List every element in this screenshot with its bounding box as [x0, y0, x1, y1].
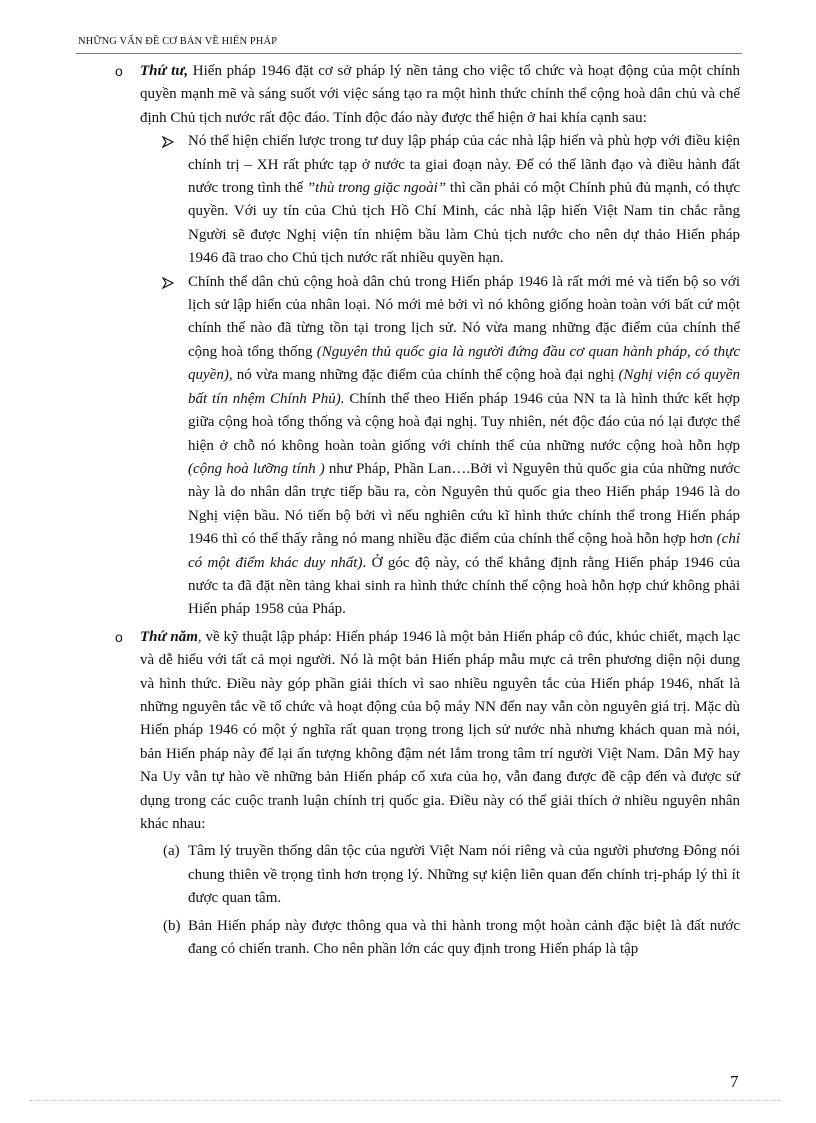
- paragraph-thu-tu: [115, 60, 740, 130]
- page-body: [0, 60, 816, 961]
- sub-point-text: . Ở góc độ này, có thể khẳng định rằng Hiến pháp 1946 của nước ta đã đặt nền tảng khai sinh ra hình thức chính thể cộng hoà hỗn hợp chứ không phải Hiến pháp 1958 của Pháp.: [188, 554, 741, 618]
- paragraph-text: , về kỹ thuật lập pháp: Hiến pháp 1946 là một bản Hiến pháp cô đúc, khúc chiết, mạch lạc và dễ hiểu với tất cả mọi người. Nó là một bản Hiến pháp mẫu mực cả trên phương diện nội dung và hình thức. Điều này góp phần giải thích vì sao nhiều nguyên tắc của Hiến pháp 1946, nhất là những nguyên tắc về tổ chức và hoạt động của bộ máy NN đến nay vẫn còn nguyên giá trị. Mặc dù Hiến pháp 1946 có một ý nghĩa rất quan trọng trong lịch sử nước nhà nhưng khách quan mà nói, bản Hiến pháp này để lại ấn tượng không đậm nét lắm trong tâm trí người Việt Nam. Dân Mỹ hay Na Uy vẫn tự hào về những bản Hiến pháp cổ xưa của họ, vẫn đang được đề cập đến và được sử dụng trong các cuộc tranh luận chính trị quốc gia. Điều này có thể giải thích ở nhiều nguyên nhân khác nhau:: [140, 628, 740, 832]
- sub-point-text: , nó vừa mang những đặc điểm của chính thể cộng hoà đại nghị: [228, 367, 619, 384]
- paragraph-thu-nam: [115, 626, 740, 837]
- arrow-right-icon: [162, 277, 174, 289]
- list-label: (a): [163, 843, 180, 860]
- paragraph-lead: Thứ năm: [140, 628, 198, 645]
- sub-point-emphasis: (chỉ có một điểm khác duy nhất): [188, 531, 740, 571]
- circle-bullet: o: [115, 63, 123, 79]
- list-item-b: [163, 915, 740, 962]
- paragraph-lead: Thứ tư,: [140, 63, 189, 79]
- running-header: NHỮNG VẤN ĐỀ CƠ BẢN VỀ HIẾN PHÁP: [78, 36, 278, 47]
- sub-point-text: Nó thể hiện chiến lược trong tư duy lập pháp của các nhà lập hiến và phù hợp với điều kiện chính trị – XH rất phức tạp ở nước ta giai đoạn này. Để có thể lãnh đạo và điều hành đất nước trong tình thế: [188, 133, 740, 197]
- paragraph-text: Hiến pháp 1946 đặt cơ sở pháp lý nền tảng cho việc tổ chức và hoạt động của một chính quyền mạnh mẽ và sáng suốt với việc sáng tạo ra một hình thức chính thể cộng hoà dân chủ và chế định Chủ tịch nước rất độc đáo. Tính độc đáo này được thể hiện ở hai khía cạnh sau:: [140, 63, 740, 126]
- page-edge-divider: [30, 1100, 780, 1101]
- arrow-right-icon: [162, 136, 174, 148]
- header-divider: [76, 53, 742, 54]
- list-label: (b): [163, 917, 181, 934]
- sub-point-text: thì cần phải có một Chính phủ đủ mạnh, có thực quyền. Với uy tín của Chủ tịch Hồ Chí Minh, các nhà lập hiến Việt Nam tin chắc rằng Người sẽ được Nghị viện tín nhiệm bầu làm Chủ tịch nước cho nên dự thảo Hiến pháp 1946 đã trao cho Chủ tịch nước rất nhiều quyền hạn.: [188, 180, 740, 267]
- sub-point-emphasis: (Nguyên thủ quốc gia là người đứng đầu cơ quan hành pháp, có thực quyền): [188, 343, 741, 384]
- sub-point-emphasis: (cộng hoà lưỡng tính ): [188, 460, 325, 477]
- sub-point-regime: [188, 271, 740, 622]
- list-item-text: Bản Hiến pháp này được thông qua và thi hành trong một hoàn cảnh đặc biệt là đất nước đang có chiến tranh. Cho nên phần lớn các quy định trong Hiến pháp là tập: [188, 917, 740, 958]
- sub-point-emphasis: (Nghị viện có quyền bất tín nhệm Chính Phủ).: [188, 367, 740, 407]
- sub-point-text: Chính thể theo Hiến pháp 1946 của NN ta là hình thức kết hợp giữa cộng hoà tổng thống và cộng hoà đại nghị. Tuy nhiên, nét độc đáo của nó lại được thể hiện ở chỗ nó không hoàn toàn giống với chính thể của những nước cộng hoà hỗn hợp: [188, 390, 740, 454]
- circle-bullet: o: [115, 628, 123, 645]
- sub-point-text: Chính thể dân chủ cộng hoà dân chủ trong Hiến pháp 1946 là rất mới mẻ và tiến bộ so với lịch sử lập hiến của nhân loại. Nó mới mẻ bởi vì nó không giống hoàn toàn với bất cứ một chính thể nào đã từng tồn tại trong lịch sử. Nó vừa mang những đặc điểm của chính thể cộng hoà tổng thống: [188, 273, 740, 360]
- sub-point-quote: ”thù trong giặc ngoài”: [306, 180, 447, 197]
- list-item-text: Tâm lý truyền thống dân tộc của người Việt Nam nói riêng và của người phương Đông nói chung thiên về trọng tình hơn trọng lý. Những sự kiện liên quan đến chính trị-pháp lý thì ít được quan tâm.: [188, 843, 740, 907]
- sub-point-strategy: [188, 130, 740, 270]
- sub-point-text: như Pháp, Phần Lan….Bởi vì Nguyên thủ quốc gia của những nước này là do nhân dân trực tiếp bầu ra, còn Nguyên thủ quốc gia theo Hiến pháp 1946 là do Nghị viện bầu. Nó tiến bộ bởi vì nếu nghiên cứu kĩ hình thức chính thể trong Hiến pháp 1946 thì có thể thấy rằng nó mang nhiều đặc điểm của chính thể cộng hoà hỗn hợp hơn: [188, 460, 740, 548]
- list-item-a: [163, 840, 740, 910]
- page-number: 7: [730, 1072, 739, 1091]
